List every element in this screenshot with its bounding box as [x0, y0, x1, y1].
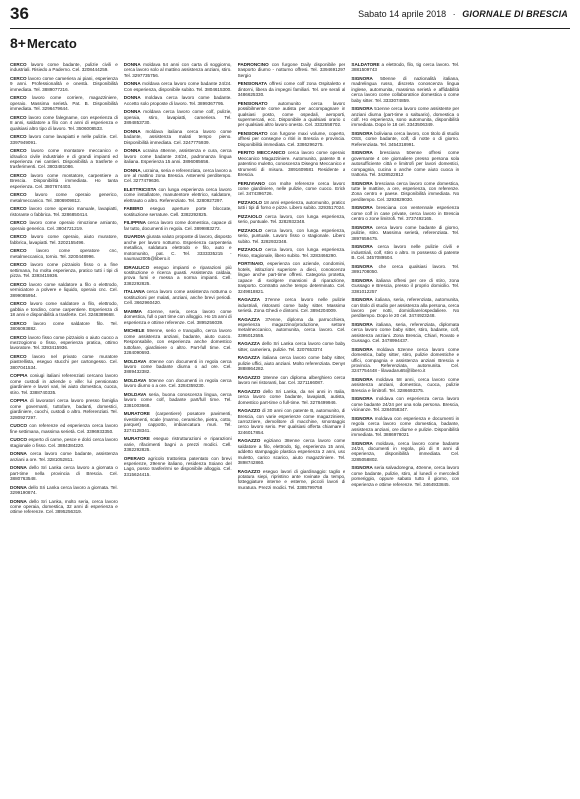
ad-text: lavoro come operaio manuale, lavapiatti, ristorante o fabbrica. Tel. 3286850414. — [10, 206, 118, 217]
ad-text: dello Sri Lanka, da sei anni in Italia, cerca lavoro come badante, lavapiatti, autista, domestico part-time o full-time. Tel. 3278499946. — [237, 388, 346, 405]
classified-ad — [238, 389, 346, 405]
ad-keyword: RAGAZZO — [237, 408, 261, 414]
ad-text: cerca lavoro, con lunga esperienza, serio, puntuale. Lavoro fisso o stagionale. Libero subito. Tel. 3282932348. — [237, 228, 346, 244]
ad-text: lavoro come saldatore a filo, elettrodo, gabbia e tondino, come carpentiere. Esperienza di 18 anni e disponibilità a trasferte. Cel. 3246389668. — [10, 301, 118, 318]
ad-keyword: RAGAZZA — [237, 341, 261, 347]
ad-keyword: DONNA — [10, 451, 27, 457]
ad-text: lavoro come corriere, magazziniere, operaio. Massima serietà. Pat. B. Disponibilità immediata. Tel. 3296479644. — [10, 95, 118, 112]
ad-text: moldava con esperienza cerca lavoro come badante 24/24 per una sola persona. Brescia, vicinanze. Tel. 3284058347. — [351, 396, 460, 413]
classified-ad — [10, 76, 118, 92]
ad-text: giurata valuto proposte di lavoro, disposto anche per lavoro notturno. Esperienza carpenteria metallica, saldatura elettrodo e filo, auto e motomunito, pat. C. Tel. 3333335215 - naumax2005@libero.it — [123, 234, 232, 262]
ad-keyword: SIGNORA — [351, 465, 373, 471]
classified-ad — [124, 187, 232, 203]
ad-keyword: MURATORE — [123, 411, 150, 417]
classified-ad — [10, 173, 118, 189]
ad-text: seria, buona conoscenza lingua, cerca lavoro come colf, badante part/full time. Tel. 3381003668. — [123, 391, 232, 408]
classified-ad — [124, 392, 232, 408]
ad-keyword: SIGNORA — [351, 244, 373, 250]
ad-keyword: CERCO — [10, 192, 27, 198]
ad-keyword: CUOCO — [10, 437, 28, 443]
ad-keyword: PENSIONATO — [237, 131, 268, 137]
ad-keyword: DONNA — [10, 484, 27, 490]
ad-keyword: GUARDIA — [123, 234, 146, 240]
ad-text: egiziano 38enne cerca lavoro come saldatore a filo, elettrodo, tig, esperienza 15 anni, addetto stampaggio plastica esperienza 2 anni, uso muletto, carico scarico, aiuto magazziniere. Tel. 3898742860. — [237, 438, 346, 465]
ad-keyword: DONNA — [123, 62, 141, 67]
ad-keyword: RAGAZZO — [237, 438, 261, 444]
ad-text: lavoro come saldatore filo. Tel. 3806093882. — [10, 320, 118, 332]
ad-column — [238, 62, 346, 792]
ad-text: di 30 anni con patente B, automunito, di Brescia, con varie esperienze come magazziniere, carrozziere, demolitore di macchine, smontaggio cerco lavoro serio. Per qualsiasi offerta chiamare il 3246017854. — [237, 408, 346, 435]
issue-date: Sabato 14 aprile 2018 — [358, 9, 447, 19]
classified-ad — [10, 373, 118, 395]
ad-text: esperto di carne, pesce e dolci cerca lavoro stagionale o fisso. Cel. 3884384220. — [10, 437, 118, 448]
classified-ad — [124, 411, 232, 433]
ad-text: moldava cerca lavoro come badante 24/24. Con esperienza, disponibile subito. Tel. 3804615300. — [123, 81, 232, 92]
ad-keyword: CERCO — [10, 334, 27, 340]
ad-text: automunito cerca lavoro possibilmente come autista per accompagnare in qualsiasi posto, come ospedali, aeroporti, supermercati, ecc. Disponibile a qualsiasi orario o per qualsiasi altro lavoro onesto. Cel. 3332558702. — [237, 100, 346, 128]
classified-ad — [351, 441, 459, 463]
ad-text: eseguo impianti e riparazioni più sostituzione e ricerca guasti. Assistenza caldaia, prova fumi e messa a norma impianti. Cell. 3382292825. — [123, 264, 232, 286]
ad-text: 51enne cerca lavoro come assistente per anziani diurna (part-time o saltuario), domestica o colf. Ho esperienza, sono automunita, disponibilità immediata. Dopo le 18 cel. 3343506349. — [351, 106, 460, 128]
ad-text: lavoro fisso come pizzaiolo o aiuto cuoco a mezzogiorno o fisso, esperienza pratica, ottimo lavoratore. Tel. 3393415936. — [10, 334, 118, 351]
classified-ad — [238, 62, 346, 78]
classified-ad — [124, 456, 232, 478]
classified-ad — [238, 81, 346, 97]
classified-ad — [351, 62, 459, 73]
ad-keyword: SALDATORE — [351, 62, 380, 67]
classified-ad — [124, 359, 232, 375]
classified-ad — [238, 261, 346, 293]
ad-text: con molte referenze cerca lavoro come giardiniere, nelle pulizie, come cuoco. Erick cel. 3474396726. — [237, 180, 346, 197]
ad-text: dello Sri Lanka cerca lavoro come baby sitter, cameriera, pulizie. Tel. 3207653374 — [237, 341, 346, 352]
classified-ad — [124, 148, 232, 164]
ad-text: italiana offresi per ore di stiro, zona Gussago e Brescia, presso il proprio domicilio. Tel. 3381012257 — [351, 277, 460, 294]
classified-ad — [10, 192, 118, 203]
ad-keyword: RAGAZZO — [237, 388, 261, 394]
ad-text: 37enne cerca lavoro nelle pulizie industriali, ristoranti come baby sitter. Massima serietà. Zona Ghedi e dintorni. Cel. 3894204009. — [237, 297, 346, 313]
classified-ad — [10, 62, 118, 73]
ad-text: con furgone maxi volume, coperto, offresi per consegne o ritiri in Brescia e provincia. Disponibilità immediata. Cel. 3386296275. — [237, 131, 346, 147]
ad-text: lavoro come badante, pulizie civili e industriali. Risiedo a Paderno. Cel. 3208444259. — [10, 62, 118, 73]
ad-text: 59enne, serio e tranquillo, cerca lavoro come assistenza anziani, badante, aiuto cuoco. Responsabile, con esperienza anche domestico tuttofare, giardiniere o altro. Part-full time. Cel. 3284090693. — [123, 328, 232, 355]
ad-keyword: CERCO — [10, 114, 27, 120]
ad-keyword: RAGAZZA — [237, 355, 261, 361]
ad-text: moldava cerca lavoro come badante. Accetto solo proposte di lavoro. Tel. 3899367795. — [123, 95, 232, 106]
section-prefix: 8+ — [10, 35, 26, 51]
ad-keyword: SIGNORA — [351, 263, 373, 269]
section-title: Mercato — [26, 35, 77, 51]
newspaper-name: GIORNALE DI BRESCIA — [462, 9, 568, 19]
ad-text: moldava con esperienza e documenti in regola cerca lavoro come domestica, badante, assistenza anziani, ore diurne e pulizie. Disponibilità immediata. Tel. 3886978021 — [351, 415, 460, 437]
ad-keyword: DONNA — [123, 167, 141, 173]
classified-ad — [10, 282, 118, 298]
ad-keyword: OPERAIO — [123, 455, 145, 461]
ad-text: eseguo lavori di giardinaggio: taglio e potatura siepi, ripristino ante rovinate da tempo, fotteggiature interne e esterne, piccoli lavori di muratura. Prezzi modici. Tel. 3385799758 — [237, 468, 346, 490]
classified-ad — [124, 234, 232, 261]
ad-text: lavoro come lavapiatti e nelle pulizie. Cel. 3397949091. — [10, 134, 118, 145]
ad-keyword: RAGAZZO — [237, 374, 261, 380]
ad-keyword: CERCO — [10, 134, 27, 140]
ad-keyword: CERCO — [10, 354, 27, 360]
classified-ad — [238, 228, 346, 244]
classified-ad — [351, 244, 459, 260]
ad-text: italiana, seria, referenziata, diplomata cerca lavoro come baby sitter, stiro, badante, colf, assistenza anziani. Zona Brescia, Chiari, Rovato e Gussago. Cel. 3478994437. — [351, 321, 460, 344]
ad-text: , ucraina, seria e referenziata, cerca lavoro a ore al mattino zona Brescia. Astenersi perditempo. Cel. 3277479636. — [123, 167, 232, 184]
ad-text: 18enne con diploma alberghiero cerca lavoro nei ristoranti, bar. Cel. 3271166087. — [237, 374, 346, 386]
ad-keyword: PENSIONATA — [237, 81, 268, 87]
ad-text: , esperienza con aziende, condomini, hotels, istituzioni superiore a dieci, conoscenza lingue anche part-time offresi. Categoria protetta, capace di svolgere mansioni di riparazione, trasporto. Contratto anche tempo determinato. Cel. 3249818821. — [237, 261, 346, 294]
ad-text: agricolo trattorista patentato con brevi esperienze, 29enne italiano, residenza Soiano del Lago, posso trasferirmi se disponibile alloggio. Cel. 3315624415. — [123, 455, 232, 477]
ad-text: moldava cerca lavoro come colf, pulizie, operaia, stiro, lavapiatti, cameriera. Tel. 3894853730. — [123, 109, 232, 126]
classified-ad — [351, 150, 459, 177]
ad-text: italiana cerca lavoro come baby sitter, pulizie uffici, aiuto anziani. Molto referenziata. Denys 3888864282. — [237, 355, 346, 372]
ad-column — [351, 62, 459, 792]
ad-text: 50enne con documenti in regola cerca lavoro diurno o a ore. Cel. 3284359230. — [123, 377, 232, 389]
ad-text: eseguo aperture porte bloccate, sostituzione serrature. Cell. 3382292825. — [123, 206, 232, 217]
ad-text: 37enne, diploma da parrucchiera, esperienza magazzino/produzione, settore metalmeccanico, automunita, cerca lavoro. Cel. 3395012555. — [237, 316, 346, 338]
classified-ad — [10, 423, 118, 434]
ad-keyword: PADRONCINO — [237, 62, 269, 67]
ad-keyword: SIGNORA — [351, 180, 373, 186]
ad-keyword: DONNA — [10, 465, 27, 471]
ad-text: lavoro come cameriera ai piani, esperienza 9 anni. Professionalità e onestà. Disponibilità immediata. Tel. 3889077216. — [10, 76, 118, 92]
ad-keyword: PIZZAIOLO — [237, 214, 263, 220]
classified-ad — [124, 328, 232, 355]
classified-ad — [238, 317, 346, 339]
ad-text: lavoro come montatore, carpentiere a Brescia. Disponibilità immediata. Ho tanta esperienza. Cel. 3807674403. — [10, 173, 118, 189]
ad-keyword: CERCO — [10, 62, 27, 67]
classified-ad — [238, 408, 346, 435]
ad-text: cerca lavoro come badante di giorno, pulizie, stiro. Massima serietà, referenziata. Tel. 3897659475. — [351, 224, 460, 241]
ad-keyword: CERCO — [10, 76, 27, 81]
ad-text: dello Sri Lanka cerca lavoro a giornata. Tel. 3299190874. — [10, 484, 118, 495]
ad-keyword: SIGNORA — [351, 205, 373, 211]
classified-ad — [10, 262, 118, 278]
ad-keyword: DONNA — [123, 81, 141, 87]
classified-ad — [124, 81, 232, 92]
ad-keyword: MOLDAVA — [123, 391, 147, 397]
classified-ad — [238, 469, 346, 491]
classified-ad — [351, 106, 459, 128]
classified-ad — [238, 101, 346, 128]
ad-text: moldava 54 anni con carta di soggiorno, cerca lavoro solo al mattino assistenza anziani, stiro. Tel. 3297735756. — [123, 62, 232, 78]
header-rule — [10, 28, 570, 29]
ad-text: moldava italiana cerca lavoro come badante, assistenza malati tempo pieno. Disponibilità immediata. Cel. 3247775939. — [123, 128, 232, 145]
classified-ad — [124, 206, 232, 217]
ad-keyword: MOLDAVA — [123, 358, 147, 364]
classified-ad — [351, 377, 459, 393]
ad-keyword: SIGNORA — [351, 321, 373, 327]
ad-keyword: SIGNORA — [351, 106, 373, 112]
ad-keyword: CERCO — [10, 281, 27, 287]
ad-text: moldava 52enne cerca lavoro come domestica, baby sitter, stiro, pulizie domestiche e uffici, compagnia e assistenza anziani Brescia e provincia. Referenziata, automunita. Cel. 3247754448 - lilavadaru65@libero.it — [351, 346, 460, 374]
classified-ad — [238, 375, 346, 386]
classified-ad — [10, 465, 118, 481]
ad-keyword: CERCO — [10, 248, 27, 254]
ad-text: lavoro come operaio generico, metalmeccanico. Tel. 3806909812. — [10, 192, 118, 203]
ad-text: bresciana 50enne offresi come governante 4 ore giornaliere presso persona sola autosufficiente città e limitrofi per lavori domestici, compagnia, cucina o anche come aiuto cuoca in trattoria. Tel. 3428522812 — [351, 150, 460, 178]
classified-ad — [351, 278, 459, 294]
ad-keyword: CERCO — [10, 320, 27, 326]
ad-column — [10, 62, 118, 792]
ad-text: moldava, cerca lavoro come badante 24/24, documenti in regola, più di 8 anni di esperienza, disponibilità immediata. Cel. 3285058802. — [351, 440, 460, 462]
classified-ad — [124, 95, 232, 106]
ad-keyword: PERUVIANO — [237, 180, 265, 186]
classified-ad — [10, 321, 118, 332]
ad-text: moldava 58 anni, cerca lavoro come assistenza anziani, domestica, cuoca, pulizie Brescia e limitrofi. Tel. 3286693375. — [351, 376, 460, 393]
classified-ad — [10, 134, 118, 145]
ad-keyword: FILIPPINA — [123, 220, 147, 226]
classified-ad — [124, 129, 232, 145]
classified-ad — [238, 247, 346, 258]
ad-text: cerca lavoro come domestica, capace di far tutto, documenti in regola. Cel. 3899883272. — [123, 220, 232, 231]
ad-keyword: RAGAZZO — [237, 468, 261, 474]
ad-text: bresciana con ventennale esperienza come colf in case private, cerca lavoro in Brescia centro o zone limitrofi. Tel. 3737492165. — [351, 205, 460, 222]
classified-ad — [238, 438, 346, 465]
ad-text: cerca lavoro come operaio Meccanico Magazziniere. Automunito, patente B e patentino muletto, conoscenza Disegno Meccanico e strumenti di misura. 3891609581 Residente a Brescia. — [237, 150, 346, 178]
ad-keyword: CERCO — [10, 148, 27, 154]
classified-ad — [124, 168, 232, 184]
page-number: 36 — [10, 4, 29, 23]
ad-text: lavoro come pizzaiolo fisso o a fine settimana, ho molta esperienza, pratico tutti i tipi di pizza. Tel. 3393415936. — [10, 262, 118, 279]
ad-keyword: SIGNORA — [351, 150, 373, 156]
ad-keyword: MICHELE — [123, 328, 145, 334]
ad-keyword: MOLDAVA — [123, 377, 147, 383]
classified-ad — [351, 225, 459, 241]
classified-ad — [10, 206, 118, 217]
ad-text: cerca lavoro come assistenza notturna o sostituzioni per malati, anziani, anche brevi periodi. Cell. 3662960420. — [123, 289, 232, 306]
classified-ad — [10, 220, 118, 231]
ad-text: italiana, seria, referenziata, automunita, con titolo di studio per assistenza alla persona, cerca lavoro per notti, domiciliare/ospedaliere. No perditempo. Dopo le 20 cel. 3474923248. — [351, 297, 460, 319]
ad-keyword: DONNA — [10, 498, 27, 504]
page-header — [0, 0, 580, 28]
classified-ad — [238, 214, 346, 225]
ad-keyword: SIGNORA — [351, 376, 373, 382]
ad-keyword: DONNA — [123, 95, 141, 101]
ad-text: lavoro nel privato come muratore piastrellista, eseguo stucchi per cartongesso. Cel. 3807041534. — [10, 354, 118, 370]
ad-keyword: SIGNORA — [351, 396, 373, 402]
ad-column — [465, 62, 573, 792]
ad-keyword: DONNA — [123, 148, 141, 154]
ad-text: che cerca qualsiasi lavoro. Tel. 3891708050. — [351, 263, 460, 275]
classified-ad — [10, 354, 118, 370]
classified-ad — [124, 265, 232, 287]
ad-text: offresi come colf zona Ospitaletto e dintorni, libera da impegni familiari. Tel. ore serali al 3486625330. — [237, 81, 346, 98]
classified-ad — [351, 396, 459, 412]
ad-keyword: PIZZAIOLO — [237, 247, 263, 253]
ad-keyword: SIGNORA — [351, 297, 373, 303]
ad-text: (carpentiere) posatore pavimenti, rivestimenti, scale (marmo, ceramiche, pietra, cotto, parquet) cappotto, imbiancatura muri. Tel. 3274128341. — [123, 411, 232, 433]
classified-ad — [238, 341, 346, 352]
ad-keyword: ITALIANA — [123, 289, 145, 295]
classified-ad — [10, 335, 118, 351]
classified-ad — [10, 234, 118, 245]
ad-keyword: CERCO — [10, 220, 27, 226]
classified-ad — [351, 297, 459, 319]
classified-ad — [238, 181, 346, 197]
classified-ad — [124, 436, 232, 452]
masthead-separator: · — [452, 9, 456, 19]
ad-keyword: PERITO MECCANICO — [237, 150, 286, 156]
ad-keyword: MURATORE — [123, 436, 150, 442]
ad-text: boliviana cerca lavoro, con titolo di studio OSS, come badante, colf, di notte o di giorno. Referenziata. Tel. 3454318991. — [351, 131, 460, 147]
ad-text: lavoro come operaio, aiuto muratore, fabbrica, lavapiatti. Tel. 3202155496. — [10, 234, 118, 245]
section-heading — [10, 34, 77, 52]
ad-text: dello Sri Lanka cerca lavoro a giornata o part-time nella provincia di Brescia. Cel. 3880763548. — [10, 465, 118, 481]
ad-keyword: CERCO — [10, 173, 27, 179]
ad-keyword: CERCO — [10, 95, 27, 101]
ad-text: lavoro come operatore cnc, metalmeccanico, tornio. Tel. 3200448996. — [10, 248, 118, 259]
ad-text: 40enne con documenti in regola cerca lavoro come badante diurna o ad ore. Cel. 3889432382. — [123, 358, 232, 375]
ad-text: ucraina 48enne, assistenza e cura, cerca lavoro come badante 24/24, padronanza lingua italiana. Esperienza 15 anni. 3896085656. — [123, 148, 232, 165]
classified-ad — [238, 355, 346, 371]
ad-keyword: FABBRO — [123, 206, 144, 212]
classified-ad — [238, 200, 346, 211]
ad-keyword: CERCO — [10, 262, 27, 268]
classified-ad — [124, 220, 232, 231]
classified-ad — [351, 416, 459, 438]
ad-keyword: SIGNORA — [351, 277, 373, 283]
ad-text: lavoro come falegname, con esperienza di 8 anni, saldatore a filo con 4 anni di esperienza e qualsiasi altro tipo di lavoro. Tel. 3506008533. — [10, 114, 118, 131]
ad-text: con furgone Daily disponibile per trasporto diurno - notturno offresi. Tel. 3394691297 Sergio — [237, 62, 346, 78]
ad-keyword: SIGNORA — [351, 440, 373, 446]
classified-ad — [10, 248, 118, 259]
ad-keyword: CUOCO — [10, 423, 28, 429]
classified-ad — [238, 150, 346, 177]
classified-ad — [10, 451, 118, 462]
ad-keyword: CERCO — [10, 234, 27, 240]
ad-keyword: SIGNORA — [351, 131, 373, 137]
classified-ad — [10, 148, 118, 170]
ad-keyword: DONNA — [123, 109, 141, 115]
ad-text: con referenze ed esperienza cerca lavoro fine settimana, massima serietà. Cel. 3396933350. — [10, 423, 118, 434]
classified-ad — [10, 95, 118, 111]
ad-text: cerca lavoro nelle pulizie civili e industriali, colf, stiro o altro. In possesso di patente B. Cel. 3457089504. — [351, 244, 460, 261]
ad-text: 50enne di nazionalità italiana, madrelingua russo, discreta conoscenza lingua inglese, automunita, massima serietà e affidabilità cerca lavoro come collaboratrice domestica o come baby sitter. Tel. 3333074859. — [351, 76, 460, 103]
ad-text: di lavoratori cerca lavoro presso famiglia come governanti, tuttofare, badanti, domestici, giardiniere, cuochi, custodi o altro. Referenziati. Tel. 3280927297. — [10, 398, 118, 420]
ad-text: 41enne, seria, cerca lavoro come domestica, full o part time con alloggio. Ho 15 anni di esperienza e ottime referenze. Cel. 3895256039. — [123, 308, 232, 325]
ad-keyword: PIZZAIOLO — [237, 200, 263, 206]
classified-ad — [10, 437, 118, 448]
ad-keyword: PENSIONATO — [237, 100, 268, 106]
ad-text: 18 anni esperienza, automunito, pratico tutti i tipi di forno e pizze. Libero subito. 3293517024. — [237, 200, 346, 211]
classified-ad — [351, 205, 459, 221]
ad-keyword: SIGNORA — [351, 76, 373, 81]
ad-keyword: PORTINAIO — [237, 261, 264, 267]
classified-ad — [238, 297, 346, 313]
classified-columns — [10, 62, 573, 792]
classified-ad — [351, 76, 459, 103]
classified-ad — [351, 347, 459, 374]
ad-keyword: RAGAZZA — [237, 297, 261, 303]
masthead — [358, 9, 568, 19]
ad-keyword: CERCO — [10, 301, 27, 307]
ad-keyword: SIGNORA — [351, 346, 373, 352]
classified-ad — [10, 115, 118, 131]
ad-text: a elettrodo, filo, tig cerca lavoro. Tel. 3881509743 — [351, 62, 460, 73]
ad-keyword: COPPIA — [10, 398, 28, 404]
ad-text: cerca lavoro, con lunga esperienza. Fisso, stagionale, libero subito. Tel. 3283466290. — [237, 247, 346, 258]
ad-text: dello Sri Lanka, molto seria, cerca lavoro come operaia, domestica, 32 anni di esperienza e ottime referenze. Cel. 3895256319. — [10, 498, 118, 515]
classified-ad — [351, 181, 459, 203]
ad-keyword: SIGNORA — [351, 415, 373, 421]
ad-column — [124, 62, 232, 792]
classified-ad — [351, 131, 459, 147]
ad-keyword: RAGAZZA — [237, 316, 261, 322]
ad-keyword: COPPIA — [10, 373, 28, 379]
classified-ad — [351, 264, 459, 275]
classified-ad — [238, 131, 346, 147]
classified-ad — [10, 499, 118, 515]
classified-ad — [351, 322, 459, 344]
classified-ad — [10, 301, 118, 317]
classified-ad — [124, 309, 232, 325]
ad-keyword: MAMMA — [123, 308, 142, 314]
classified-ad — [10, 398, 118, 420]
classified-ad — [124, 109, 232, 125]
ad-text: cerca lavoro, con lunga esperienza, serio, puntuale. Tel. 3282932348. — [237, 214, 346, 225]
ad-text: lavoro come montatore meccanico e idraulico civile industriale e di grandi impianti ed esperienza nei cantieri. Disponibilità a trasferte e trasferimenti. Cel. 3803481086. — [10, 148, 118, 170]
ad-keyword: PIZZAIOLO — [237, 228, 263, 234]
ad-keyword: IDRAULICO — [123, 264, 150, 270]
ad-text: lavoro come operaio rimozione amianto, operaio generico. Cel. 3804721219. — [10, 220, 118, 231]
ad-text: eseguo ristrutturazioni e riparazioni varie, rifacimenti bagni a prezzi modici. Cell. 3382292825. — [123, 436, 232, 452]
classified-ad — [351, 465, 459, 487]
ad-keyword: SIGNORA — [351, 224, 373, 230]
classified-ad — [124, 289, 232, 305]
classified-ad — [10, 485, 118, 496]
classified-ad — [124, 62, 232, 78]
ad-text: coniugi italiani referenziati cercano lavoro come custodi in aziende o ville: lui pensionato giardiniere e lavori vari, lei aiuto domestica, cuoca, stiro. Tel. 3388740335. — [10, 373, 118, 395]
ad-text: cerca lavoro come badante, assistenza anziani a ore. Tel. 3281052811. — [10, 451, 118, 462]
ad-keyword: DONNA — [123, 128, 141, 134]
ad-text: lavoro come saldatore a filo o elettrodo, verniciatore a polvere e liquido, operaio cnc. Cel. 3899085954. — [10, 281, 118, 298]
ad-text: seria salvadoregna, 40enne, cerca lavoro come badante, pulizie, stiro, al lunedì e mercoledì pomeriggio, oppure sabato tutto il giorno, con esperienza e ottime referenze. Tel. 3464933845. — [351, 465, 460, 487]
ad-text: bresciana cerca lavoro come domestica, tutte le mattine, a ore, esperienza, con referenze. Zona centro e paese. Disponibilità immediata. No perditempo. Cel. 3293829030. — [351, 180, 460, 202]
classified-ad — [124, 378, 232, 389]
ad-keyword: ELETTRICISTA — [123, 187, 157, 193]
ad-text: con lunga esperienza cerca lavoro come installatore, manutentore elettrico, saldatore, elettrauto o altro. Referenziato. Tel. 3280927297. — [123, 187, 232, 203]
ad-keyword: CERCO — [10, 206, 27, 212]
